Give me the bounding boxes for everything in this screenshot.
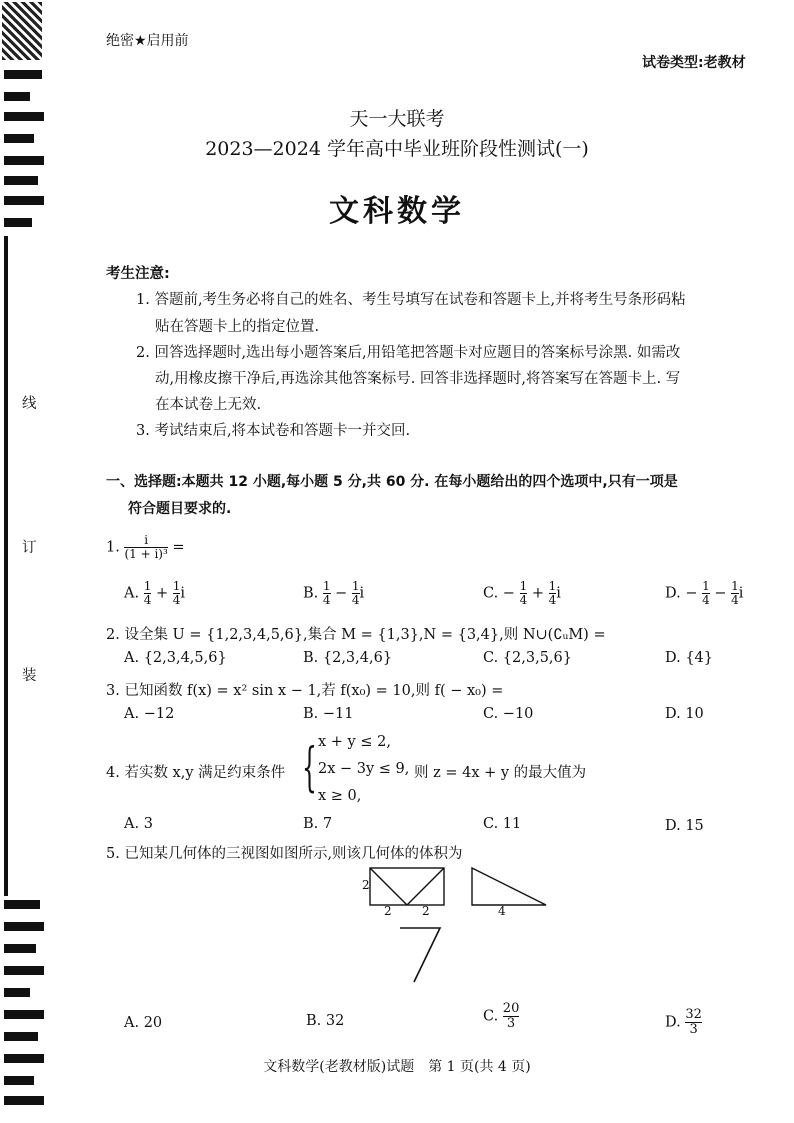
q4-option-b: B. 7 [303, 816, 333, 832]
question-4-stem: 4. 若实数 x,y 满足约束条件 [106, 765, 286, 781]
q4-option-c: C. 11 [483, 816, 522, 832]
q3-option-b: B. −11 [303, 706, 354, 722]
question-3: 3. 已知函数 f(x) = x² sin x − 1,若 f(x₀) = 10,则 f( − x₀) = [106, 683, 504, 699]
q2-option-d: D. {4} [665, 650, 714, 666]
q5-option-d: D. $\frac{32}{3}$ [665, 1007, 702, 1037]
q1-option-c: C. − $\frac{1}{4}$ + $\frac{1}{4}$ i [483, 579, 561, 607]
figure-label: 4 [498, 904, 506, 918]
notice-item: 在本试卷上无效. [155, 397, 262, 413]
q3-option-c: C. −10 [483, 706, 534, 722]
q1-option-d: D. − $\frac{1}{4}$ − $\frac{1}{4}$ i [665, 579, 744, 607]
fraction: $\frac{i}{\text{(1 + i)³}}$ [124, 533, 168, 561]
figure-label: 2 [384, 904, 392, 918]
edge-stripe [4, 922, 44, 931]
question-number: 1. [106, 539, 120, 556]
edge-stripe [4, 966, 44, 975]
constraint-3: x ≥ 0, [318, 788, 362, 804]
q4-option-d: D. 15 [665, 818, 704, 834]
edge-stripe [4, 1076, 34, 1085]
paper-type-label: 试卷类型:老教材 [642, 55, 746, 71]
edge-gap [4, 236, 8, 896]
edge-stripe [4, 70, 42, 79]
edge-stripe [4, 1010, 44, 1019]
q5-option-b: B. 32 [306, 1013, 345, 1029]
figure-label: 2 [422, 904, 430, 918]
figure-label: 2 [362, 878, 370, 892]
exam-org: 天一大联考 [349, 108, 445, 130]
notice-item: 3. 考试结束后,将本试卷和答题卡一并交回. [136, 423, 411, 439]
question-4-tail: 则 z = 4x + y 的最大值为 [414, 765, 587, 781]
q5-option-c: C. $\frac{20}{3}$ [483, 1001, 520, 1031]
three-view-figure [358, 864, 558, 994]
confidential-label: 绝密★启用前 [106, 33, 189, 49]
edge-stripe [4, 92, 30, 101]
q1-option-a: A. $\frac{1}{4}$ + $\frac{1}{4}$ i [124, 579, 185, 607]
edge-stripe [4, 988, 30, 997]
edge-stripe [4, 1032, 38, 1041]
constraint-1: x + y ≤ 2, [318, 734, 391, 750]
top-view [400, 928, 440, 982]
q5-option-a: A. 20 [124, 1015, 163, 1031]
edge-stripe [4, 176, 38, 185]
qr-code [2, 2, 42, 60]
margin-mark-bind: 订 [22, 540, 37, 556]
edge-stripe [4, 1096, 44, 1105]
constraint-2: 2x − 3y ≤ 9, [318, 761, 410, 777]
notice-item: 贴在答题卡上的指定位置. [155, 319, 320, 335]
notice-heading: 考生注意: [106, 266, 170, 282]
notice-item: 动,用橡皮擦干净后,再选涂其他答案标号. 回答非选择题时,将答案写在答题卡上. 写 [155, 371, 681, 387]
question-5: 5. 已知某几何体的三视图如图所示,则该几何体的体积为 [106, 846, 463, 862]
margin-mark-install: 装 [22, 668, 37, 684]
binding-edge [0, 0, 52, 1123]
page-title: 文科数学 [329, 194, 465, 229]
margin-mark-line: 线 [22, 396, 37, 412]
q2-option-c: C. {2,3,5,6} [483, 650, 572, 666]
front-view [370, 868, 444, 905]
q2-option-b: B. {2,3,4,6} [303, 650, 393, 666]
side-view [472, 868, 546, 905]
exam-name: 2023—2024 学年高中毕业班阶段性测试(一) [205, 138, 589, 160]
q3-option-a: A. −12 [124, 706, 175, 722]
q1-option-b: B. $\frac{1}{4}$ − $\frac{1}{4}$ i [303, 579, 365, 607]
edge-stripe [4, 944, 36, 953]
q4-option-a: A. 3 [124, 816, 153, 832]
question-1 [106, 534, 185, 561]
section-heading-cont: 符合题目要求的. [128, 501, 232, 517]
q3-option-d: D. 10 [665, 706, 704, 722]
edge-stripe [4, 900, 40, 909]
notice-item: 2. 回答选择题时,选出每小题答案后,用铅笔把答题卡对应题目的答案标号涂黑. 如需改 [136, 345, 681, 361]
page-footer: 文科数学(老教材版)试题 第 1 页(共 4 页) [263, 1059, 531, 1075]
brace: { [302, 738, 317, 798]
section-heading: 一、选择题:本题共 12 小题,每小题 5 分,共 60 分. 在每小题给出的四个选项中,只有一项是 [106, 474, 678, 490]
notice-item: 1. 答题前,考生务必将自己的姓名、考生号填写在试卷和答题卡上,并将考生号条形码粘 [136, 292, 686, 308]
q2-option-a: A. {2,3,4,5,6} [124, 650, 227, 666]
equals: = [172, 539, 185, 556]
question-2: 2. 设全集 U = {1,2,3,4,5,6},集合 M = {1,3},N = {3,4},则 N∪(∁ᵤM) = [106, 627, 606, 643]
